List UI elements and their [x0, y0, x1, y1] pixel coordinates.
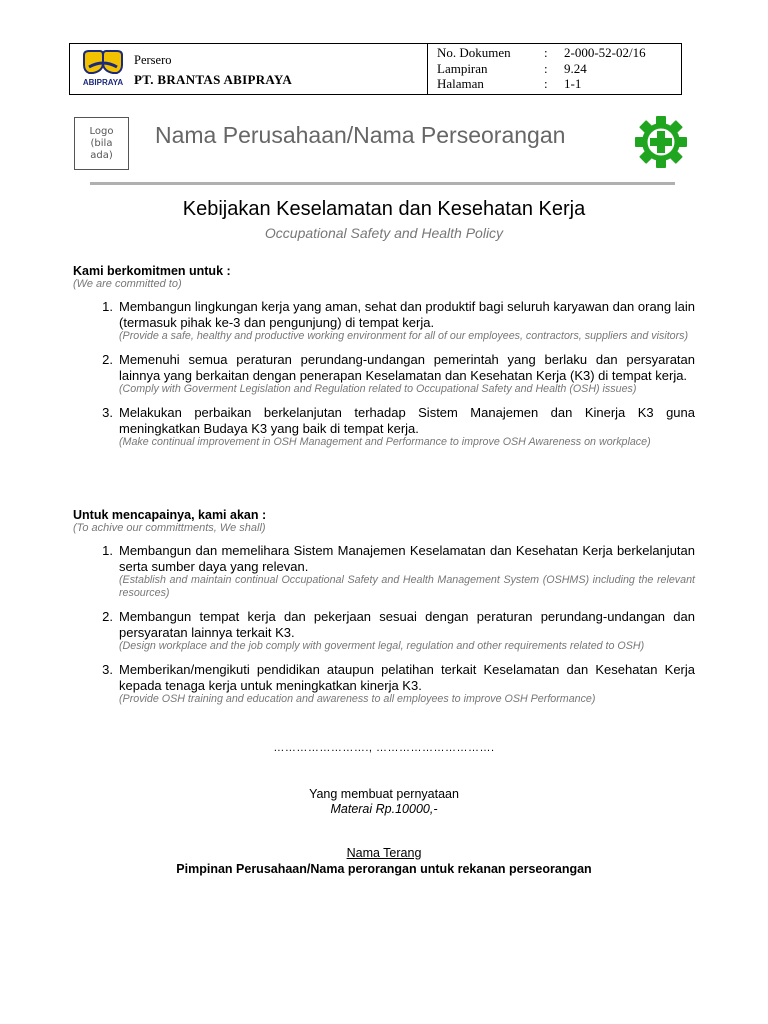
item-translation: (Establish and maintain continual Occupational Safety and Health Management System (OSHMS) including the relevant resources) — [119, 574, 695, 599]
company-title: Nama Perusahaan/Nama Perseorangan — [155, 122, 566, 148]
company-name: PT. BRANTAS ABIPRAYA — [134, 72, 293, 87]
list-item — [73, 662, 695, 706]
item-number: 2. — [102, 352, 113, 367]
logo-placeholder-line: Logo — [89, 126, 114, 137]
signer-name: Nama Terang — [346, 846, 422, 860]
item-text: Memberikan/mengikuti pendidikan ataupun pelatihan terkait Keselamatan dan Kesehatan Kerja kepada tenaga kerja untuk meningkatkan kinerja K3. — [119, 662, 695, 693]
meta-colon: : — [544, 76, 548, 91]
item-number: 3. — [102, 662, 113, 677]
item-text: Melakukan perbaikan berkelanjutan terhadap Sistem Manajemen dan Kinerja K3 guna meningkatkan Budaya K3 yang baik di tempat kerja. — [119, 405, 695, 436]
list-item — [73, 609, 695, 653]
section-heading-english: (To achive our committments, We shall) — [73, 522, 266, 534]
item-text: Membangun dan memelihara Sistem Manajemen Keselamatan dan Kesehatan Kerja berkelanjutan serta sumber daya yang relevan. — [119, 543, 695, 574]
logo-placeholder — [74, 117, 129, 170]
item-number: 1. — [102, 543, 113, 558]
meta-label: Lampiran — [437, 60, 488, 76]
safety-gear-cross-icon — [634, 115, 688, 169]
meta-colon: : — [544, 45, 548, 60]
header-divider — [427, 44, 428, 94]
list-item — [73, 405, 695, 449]
section-heading: Untuk mencapainya, kami akan : — [73, 508, 267, 522]
stamp-duty-label: Materai Rp.10000,- — [330, 802, 438, 816]
item-translation: (Provide OSH training and education and awareness to all employees to improve OSH Performance) — [119, 693, 596, 705]
title-separator — [90, 182, 675, 185]
meta-value: 1-1 — [564, 76, 582, 91]
item-text: Memenuhi semua peraturan perundang-undangan pemerintah yang berlaku dan persyaratan lainnya yang berkaitan dengan penerapan Keselamatan dan Kesehatan Kerja (K3) di tempat kerja. — [119, 352, 695, 383]
list-item — [73, 299, 695, 343]
commitment-list — [73, 299, 695, 449]
list-item — [73, 543, 695, 600]
svg-text:ABIPRAYA: ABIPRAYA — [82, 78, 124, 87]
meta-row-attachment — [437, 61, 646, 77]
item-translation: (Comply with Goverment Legislation and Regulation related to Occupational Safety and Health (OSH) issues) — [119, 383, 637, 395]
section-heading: Kami berkomitmen untuk : — [73, 264, 231, 278]
list-item — [73, 352, 695, 396]
meta-colon: : — [544, 60, 548, 76]
persero-label: Persero — [134, 53, 172, 67]
policy-title: Kebijakan Keselamatan dan Kesehatan Kerja — [182, 198, 586, 220]
item-number: 1. — [102, 299, 113, 314]
meta-label: No. Dokumen — [437, 45, 511, 60]
place-date-line: ……………………., …………………………. — [273, 742, 495, 754]
logo-placeholder-line: ada) — [90, 150, 113, 161]
section-heading-english: (We are committed to) — [73, 278, 182, 290]
policy-subtitle: Occupational Safety and Health Policy — [264, 225, 504, 241]
meta-value: 9.24 — [564, 60, 587, 76]
item-translation: (Provide a safe, healthy and productive working environment for all of our employees, contractors, suppliers and visitors) — [119, 330, 689, 342]
item-translation: (Design workplace and the job comply with goverment legal, regulation and other requirements related to OSH) — [119, 640, 645, 652]
meta-row-document-number — [437, 45, 646, 61]
item-text: Membangun tempat kerja dan pekerjaan sesuai dengan peraturan perundang-undangan dan persyaratan lainnya terkait K3. — [119, 609, 695, 640]
meta-row-page — [437, 76, 646, 92]
achievement-list — [73, 543, 695, 706]
signer-role: Pimpinan Perusahaan/Nama perorangan untuk rekanan perseorangan — [176, 862, 592, 876]
meta-value: 2-000-52-02/16 — [564, 45, 646, 60]
logo-placeholder-line: (bila — [90, 138, 113, 149]
item-text: Membangun lingkungan kerja yang aman, sehat dan produktif bagi seluruh karyawan dan orang lain (termasuk pihak ke-3 dan pengunjung) di tempat kerja. — [119, 299, 695, 330]
item-number: 2. — [102, 609, 113, 624]
commitment-section — [73, 264, 695, 458]
document-meta — [437, 45, 646, 92]
statement-maker-label: Yang membuat pernyataan — [309, 787, 459, 801]
abipraya-logo — [80, 49, 126, 89]
item-translation: (Make continual improvement in OSH Management and Performance to improve OSH Awareness on workplace) — [119, 436, 651, 448]
document-header — [69, 43, 682, 95]
item-number: 3. — [102, 405, 113, 420]
meta-label: Halaman — [437, 76, 484, 91]
achievement-section — [73, 508, 695, 715]
